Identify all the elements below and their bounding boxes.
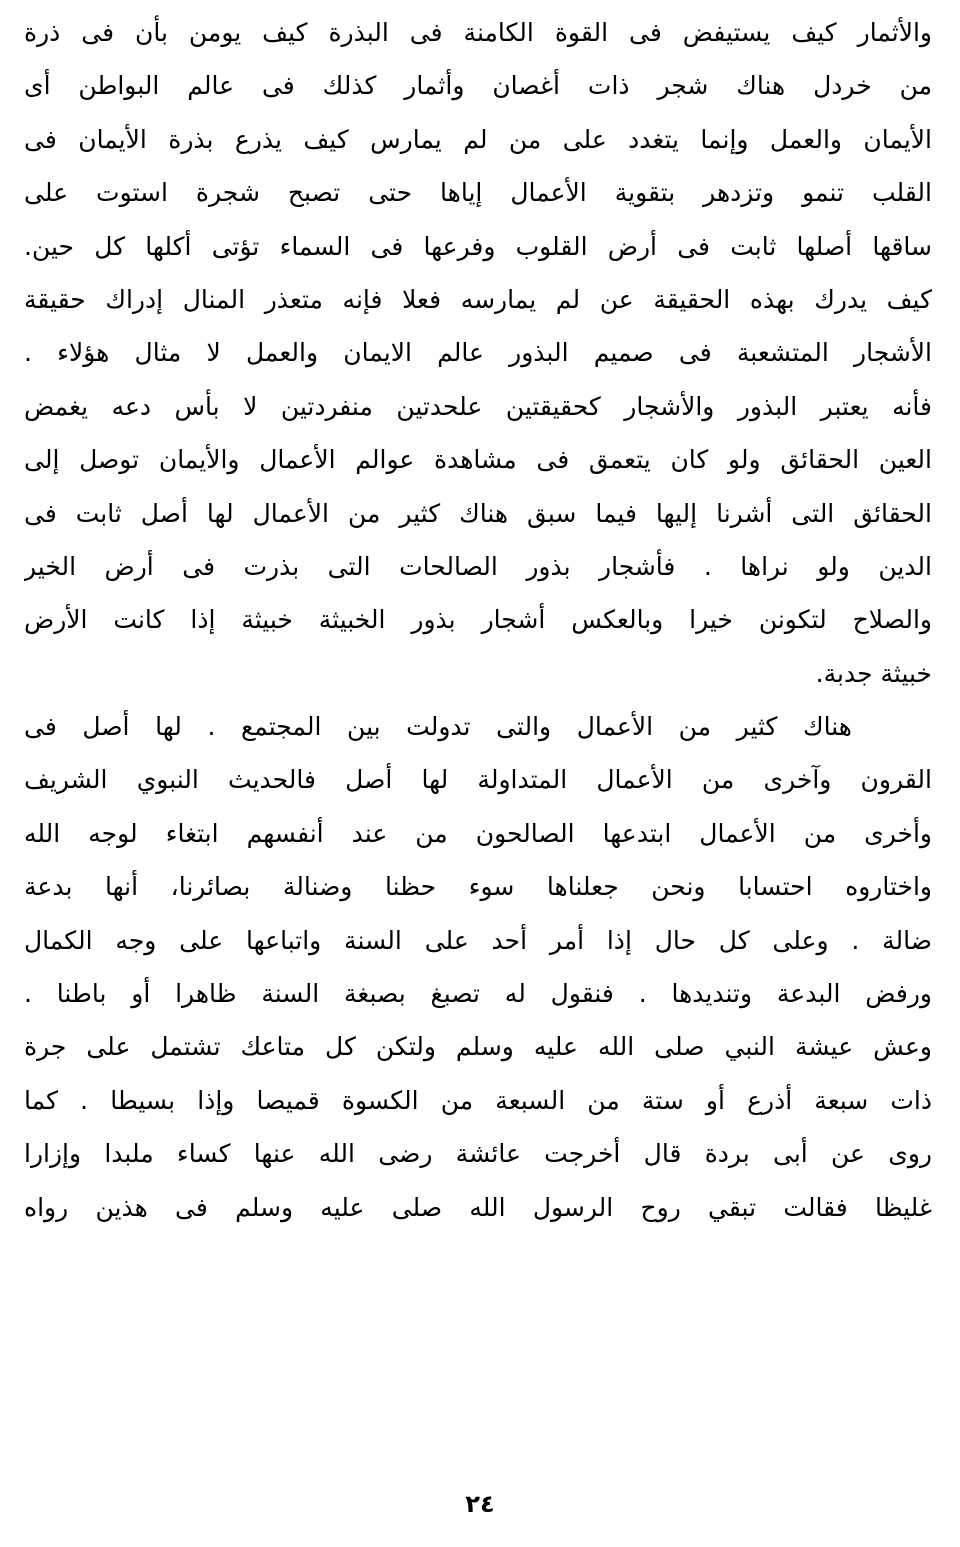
text-line: ضالة . وعلى كل حال إذا أمر أحد على السنة واتباعها على وجه الكمال (24, 925, 932, 955)
text-line: الأشجار المتشعبة فى صميم البذور عالم الايمان والعمل لا مثال هؤلاء . (24, 338, 932, 368)
text-line: الدين ولو نراها . فأشجار بذور الصالحات التى بذرت فى أرض الخير (24, 551, 932, 581)
text-line: وأخرى من الأعمال ابتدعها الصالحون من عند أنفسهم ابتغاء لوجه الله (24, 818, 932, 848)
text-line: العين الحقائق ولو كان يتعمق فى مشاهدة عوالم الأعمال والأيمان توصل إلى (24, 445, 932, 475)
text-line: القلب تنمو وتزدهر بتقوية الأعمال إياها حتى تصبح شجرة استوت على (24, 178, 932, 208)
text-line: ذات سبعة أذرع أو ستة من السبعة من الكسوة قميصا وإذا بسيطا . كما (24, 1085, 932, 1115)
text-line: روى عن أبى بردة قال أخرجت عائشة رضى الله عنها كساء ملبدا وإزارا (24, 1139, 932, 1169)
text-line: واختاروه احتسابا ونحن جعلناها سوء حظنا وضنالة بصائرنا، أنها بدعة (24, 872, 932, 902)
text-line: هناك كثير من الأعمال والتى تدولت بين المجتمع . لها أصل فى (24, 712, 852, 742)
text-line: غليظا فقالت تبقي روح الرسول الله صلى عليه وسلم فى هذين رواه (24, 1192, 932, 1222)
text-line: فأنه يعتبر البذور والأشجار كحقيقتين علحدتين منفردتين لا بأس دعه يغمض (24, 391, 932, 421)
body-text (24, 6, 932, 1234)
text-line: والأثمار كيف يستيفض فى القوة الكامنة فى البذرة كيف يومن بأن فى ذرة (24, 18, 932, 47)
text-line: ورفض البدعة وتنديدها . فنقول له تصبغ بصبغة السنة ظاهرا أو باطنا . (24, 979, 932, 1009)
text-line: كيف يدرك بهذه الحقيقة عن لم يمارسه فعلا فإنه متعذر المنال إدراك حقيقة (24, 284, 932, 314)
text-line: وعش عيشة النبي صلى الله عليه وسلم ولتكن كل متاعك تشتمل على جرة (24, 1032, 932, 1062)
text-line: ساقها أصلها ثابت فى أرض القلوب وفرعها فى السماء تؤتى أكلها كل حين. (24, 231, 932, 261)
text-line: خبيثة جدبة. (815, 658, 932, 688)
page-number: ٢٤ (465, 1490, 495, 1518)
text-line: والصلاح لتكونن خيرا وبالعكس أشجار بذور الخبيثة خبيثة إذا كانت الأرض (24, 605, 932, 635)
text-line: من خردل هناك شجر ذات أغصان وأثمار كذلك فى عالم البواطن أى (24, 71, 932, 101)
text-line: الحقائق التى أشرنا إليها فيما سبق هناك كثير من الأعمال لها أصل ثابت فى (24, 498, 932, 528)
text-line: الأيمان والعمل وإنما يتغدد على من لم يمارس كيف يذرع بذرة الأيمان فى (24, 124, 932, 154)
text-line: القرون وآخرى من الأعمال المتداولة لها أصل فالحديث النبوي الشريف (24, 765, 932, 795)
